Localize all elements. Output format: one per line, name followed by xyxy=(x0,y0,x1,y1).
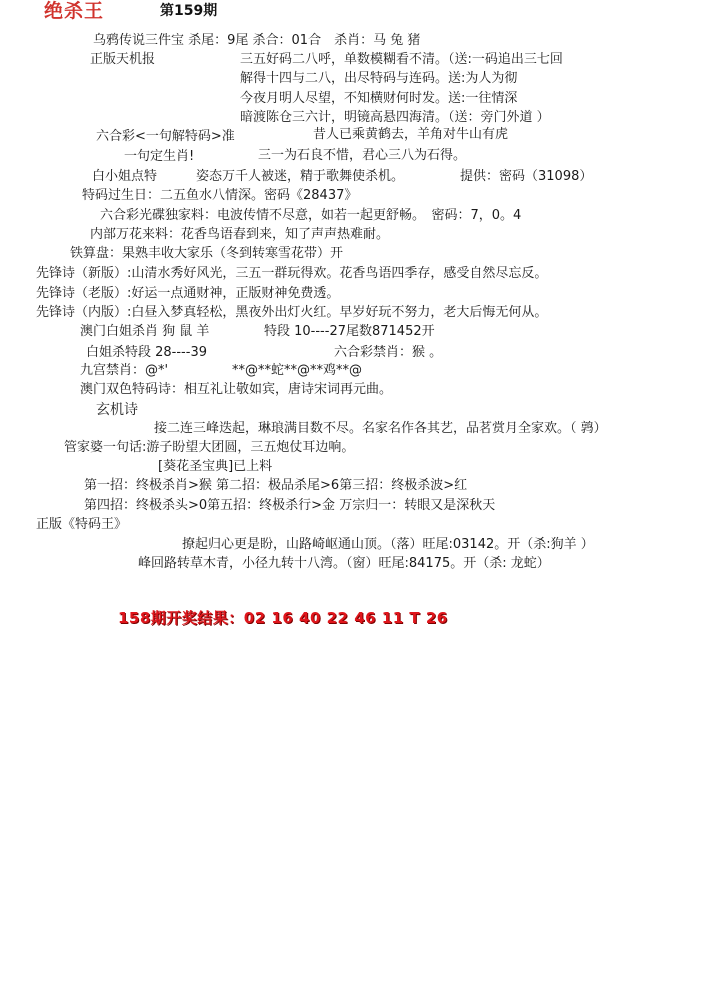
text-line: 六合彩光碟独家料：电波传情不尽意，如若一起更舒畅。 密码：7，0。4 xyxy=(100,208,522,223)
text-line: 特段 10----27尾数871452开 xyxy=(264,324,435,339)
text-line: 一句定生肖! xyxy=(124,149,195,164)
text-line: 峰回路转草木青，小径九转十八湾。（窗）旺尾:84175。开（杀: 龙蛇） xyxy=(138,556,550,571)
text-line: 先锋诗（新版）:山清水秀好风光，三五一群玩得欢。花香鸟语四季存，感受自然尽忘反。 xyxy=(36,266,548,281)
text-line: 乌鸦传说三件宝 杀尾：9尾 杀合：01合 杀肖：马 兔 猪 xyxy=(93,33,421,48)
text-line: 正版天机报 xyxy=(90,52,156,67)
text-line: **@**蛇**@**鸡**@ xyxy=(232,363,363,378)
text-line: 澳门白姐杀肖 狗 鼠 羊 xyxy=(80,324,210,339)
text-line: 解得十四与二八，出尽特码与连码。送:为人为彻 xyxy=(240,71,518,86)
text-line: 提供：密码（31098） xyxy=(460,169,593,184)
text-line: 六合彩<一句解特码>准 xyxy=(96,129,235,144)
text-line: 撩起归心更是盼，山路崎岖通山顶。（落）旺尾:03142。开（杀:狗羊 ） xyxy=(182,537,594,552)
text-line: 暗渡陈仓三六计，明镜高悬四海清。（送：旁门外道 ） xyxy=(240,110,550,125)
header-title: 绝杀王 xyxy=(44,0,105,22)
text-line: 姿态万千人被迷，精于歌舞使杀机。 xyxy=(196,169,405,184)
text-line: 六合彩禁肖：猴 。 xyxy=(334,345,443,360)
text-line: 第四招：终极杀头>0第五招：终极杀行>金 万宗归一：转眼又是深秋天 xyxy=(84,498,496,513)
text-line: 铁算盘：果熟丰收大家乐（冬到转寒雪花带）开 xyxy=(70,246,344,261)
text-line: 白小姐点特 xyxy=(92,169,158,184)
text-line: 先锋诗（老版）:好运一点通财神，正版财神免费透。 xyxy=(36,286,340,301)
text-line: 管家婆一句话:游子盼望大团圆，三五炮仗耳边响。 xyxy=(64,440,355,455)
text-line: [葵花圣宝典]已上料 xyxy=(158,459,273,474)
text-line: 九宫禁肖：@*' xyxy=(80,363,169,378)
text-line: 澳门双色特码诗：相互礼让敬如宾，唐诗宋词再元曲。 xyxy=(80,382,393,397)
text-line: 三五好码二八呼，单数模糊看不清。（送:一码追出三七回 xyxy=(240,52,563,67)
text-line: 先锋诗（内版）:白昼入梦真轻松，黑夜外出灯火红。早岁好玩不努力，老大后悔无何从。 xyxy=(36,305,548,320)
text-line: 内部万花来料：花香鸟语春到来，知了声声热难耐。 xyxy=(90,227,390,242)
text-line: 第一招：终极杀肖>猴 第二招：极品杀尾>6第三招：终极杀波>红 xyxy=(84,478,468,493)
text-line: 特码过生日：二五鱼水八情深。密码《28437》 xyxy=(82,188,358,203)
text-line: 白姐杀特段 28----39 xyxy=(86,345,207,360)
text-line: 玄机诗 xyxy=(96,402,138,418)
draw-result: 158期开奖结果：02 16 40 22 46 11 T 26 xyxy=(118,609,448,627)
text-line: 接二连三峰迭起，琳琅满目数不尽。名家名作各其艺，品茗赏月全家欢。（ 鹑） xyxy=(154,421,607,436)
header-issue: 第159期 xyxy=(160,3,218,19)
text-line: 正版《特码王》 xyxy=(36,517,128,532)
text-line: 三一为石良不惜，君心三八为石得。 xyxy=(258,148,467,163)
text-line: 今夜月明人尽望，不知横财何时发。送:一往情深 xyxy=(240,91,518,106)
text-line: 昔人已乘黄鹤去，羊角对牛山有虎 xyxy=(313,127,509,142)
